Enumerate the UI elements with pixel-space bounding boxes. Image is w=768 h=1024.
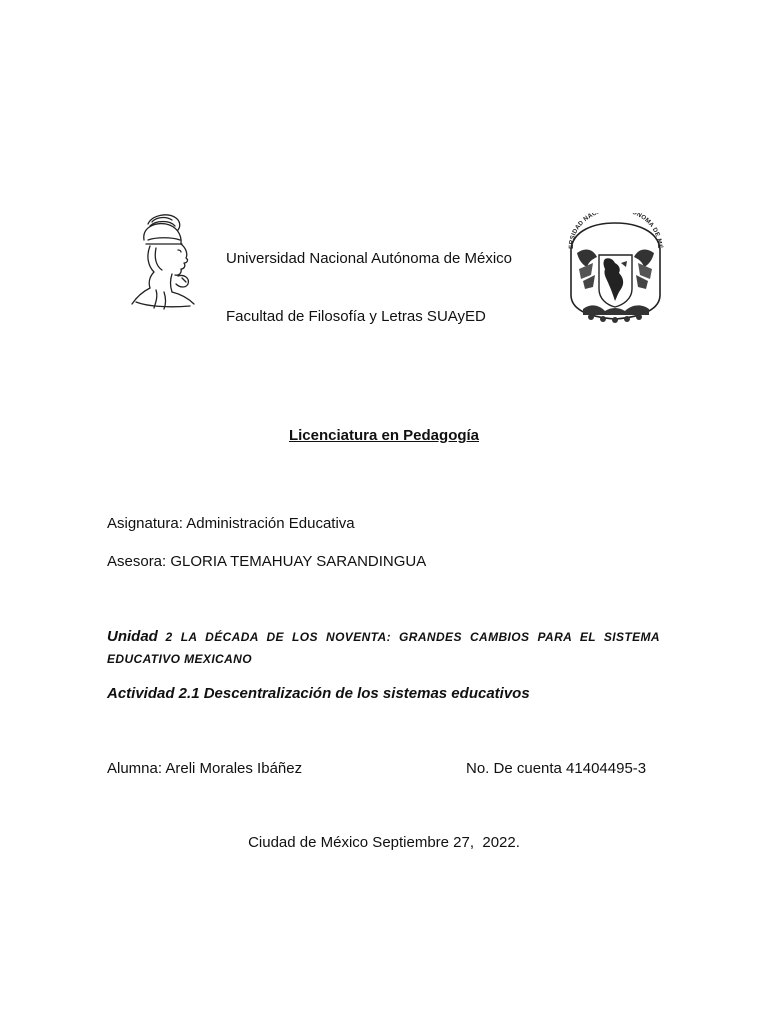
account-number-line: No. De cuenta 41404495-3 bbox=[466, 760, 647, 777]
unit-title: 2 LA DÉCADA DE LOS NOVENTA: GRANDES CAMBIOS PARA EL SISTEMA EDUCATIVO MEXICANO bbox=[107, 630, 660, 666]
unam-coat-of-arms-icon bbox=[563, 213, 668, 328]
student-line: Alumna: Areli Morales Ibáñez bbox=[107, 760, 303, 777]
unit-heading bbox=[107, 626, 660, 670]
university-name: Universidad Nacional Autónoma de México bbox=[226, 250, 512, 267]
activity-title: Actividad 2.1 Descentralización de los sistemas educativos bbox=[107, 685, 530, 702]
unit-label: Unidad bbox=[107, 628, 158, 645]
degree-title: Licenciatura en Pedagogía bbox=[288, 427, 480, 444]
coat-of-arms-ring-text: ERSIDAD NAC NOMA DE MÉ bbox=[567, 213, 664, 249]
place-date-line: Ciudad de México Septiembre 27, 2022. bbox=[248, 834, 520, 851]
advisor-line: Asesora: GLORIA TEMAHUAY SARANDINGUA bbox=[107, 553, 427, 570]
subject-line: Asignatura: Administración Educativa bbox=[107, 515, 355, 532]
athena-helmet-logo-icon bbox=[126, 210, 206, 310]
faculty-name: Facultad de Filosofía y Letras SUAyED bbox=[226, 308, 486, 325]
